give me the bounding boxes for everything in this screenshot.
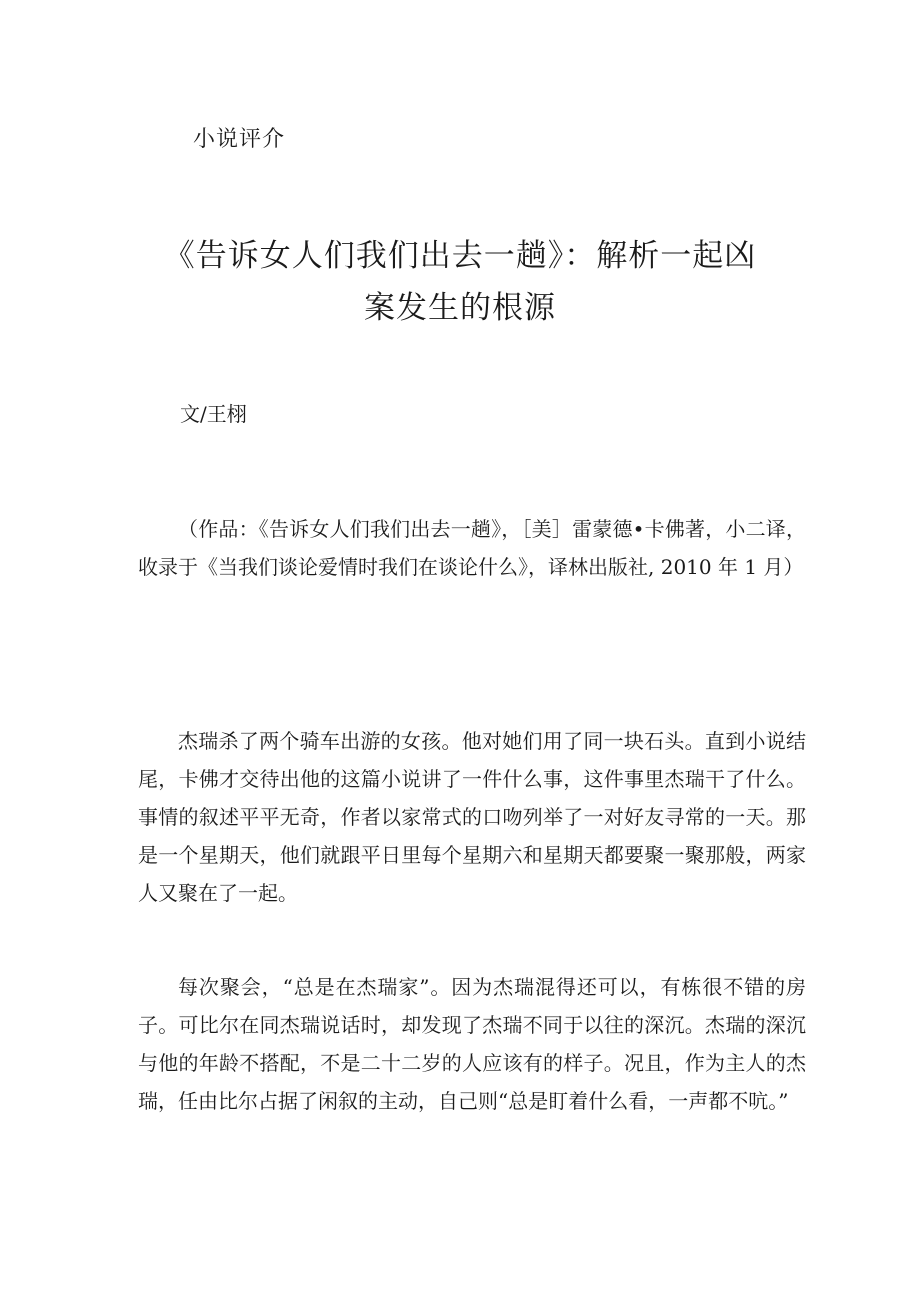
work-info: （作品：《告诉女人们我们出去一趟》，［美］雷蒙德•卡佛著，小二译，收录于《当我们谈论爱情时我们在谈论什么》，译林出版社, 2010 年 1 月） [138, 517, 806, 579]
article-title [130, 230, 790, 334]
category-label: 小说评介 [193, 127, 286, 152]
title-line-2: 案发生的根源 [364, 290, 556, 326]
title-line-1: 《告诉女人们我们出去一趟》：解析一起凶 [163, 238, 757, 274]
paragraph-2: 每次聚会，“总是在杰瑞家”。因为杰瑞混得还可以，有栋很不错的房子。可比尔在同杰瑞说话时，却发现了杰瑞不同于以往的深沉。杰瑞的深沉与他的年龄不搭配，不是二十二岁的人应该有的样子。况且，作为主人的杰瑞，任由比尔占据了闲叙的主动，自己则“总是盯着什么看，一声都不吭。” [138, 975, 806, 1113]
paragraph-1: 杰瑞杀了两个骑车出游的女孩。他对她们用了同一块石头。直到小说结尾，卡佛才交待出他的这篇小说讲了一件什么事，这件事里杰瑞干了什么。事情的叙述平平无奇，作者以家常式的口吻列举了一对好友寻常的一天。那是一个星期天，他们就跟平日里每个星期六和星期天都要聚一聚那般，两家人又聚在了一起。 [138, 729, 806, 905]
author-byline: 文/王栩 [180, 402, 247, 426]
